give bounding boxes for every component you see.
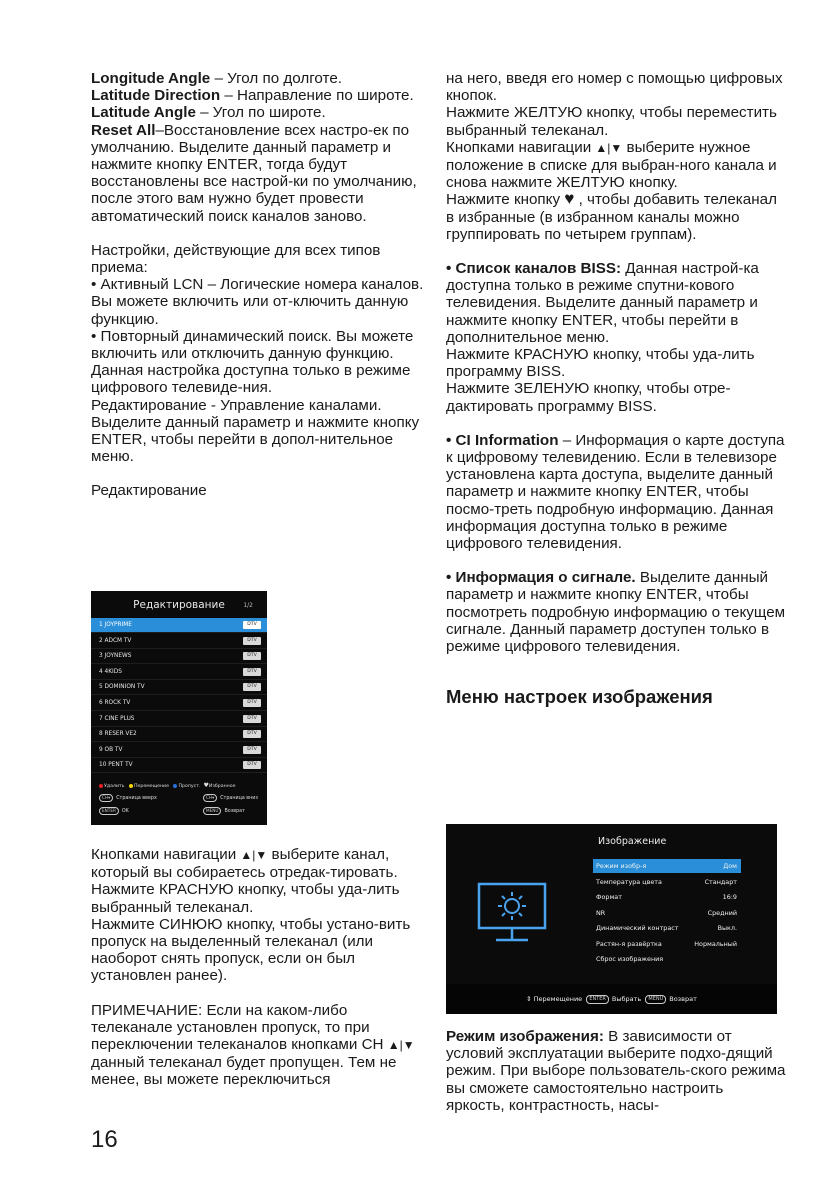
footer-move-label: Перемещение [533,995,583,1003]
paragraph-note [91,1002,431,1089]
picture-menu-item[interactable] [593,890,741,904]
term-reset-all: Reset All [91,121,156,139]
paragraph-dynamic-search: • Повторный динамический поиск. Вы можете включить или отключить данную функцию. Данная настройка доступна только в режиме цифрового телевиде-ния. [91,327,414,397]
legend-delete: Удалить [104,784,125,789]
dtv-badge: DTV [243,683,261,691]
picture-menu-item[interactable] [593,906,741,920]
channel-row[interactable] [91,758,267,773]
term-biss: • Список каналов BISS: [446,260,622,278]
paragraph-biss-red: Нажмите КРАСНУЮ кнопку, чтобы уда-лить программу BISS. [446,346,755,381]
enter-key-icon: ENTER [99,807,119,815]
left-column [91,70,431,500]
heart-icon: ♥ [203,782,209,789]
text-note-b: данный телеканал будет пропущен. Тем не менее, вы можете переключиться [91,1054,397,1089]
picture-menu-item-label: Динамический контраст [596,924,679,932]
channel-name: 7 CINE PLUS [99,715,135,722]
channel-name: 9 OB TV [99,746,123,753]
dtv-badge: DTV [243,761,261,769]
legend-favorite: Избранное [208,784,236,789]
picture-menu-screenshot [446,824,777,1014]
nav-arrows-icon: ▲|▼ [387,1038,415,1053]
paragraph-navigation [91,846,431,881]
picture-menu-item[interactable] [593,859,741,873]
term-ci-information: • CI Information [446,431,559,449]
hint-ok [99,807,129,815]
channel-name: 8 RESER VE2 [99,731,137,738]
monitor-sun-icon [476,880,548,946]
text-reset-all: –Восстановление всех настро-ек по умолчанию. Выделите данный параметр и нажмите кнопку ENTER, тогда будут восстановлены все настрой-ки по умолчанию, после этого вам нужно будет провести автоматический поиск каналов заново. [91,121,417,225]
dtv-badge: DTV [243,699,261,707]
picture-menu-footer [446,984,777,1014]
channel-name: 4 4KIDS [99,668,122,675]
channel-name: 5 DOMINION TV [99,684,145,691]
hint-page-up-label: Страница вверх [116,796,157,801]
menu-key-icon: MENU [645,995,666,1004]
text-note-a: ПРИМЕЧАНИЕ: Если на каком-либо телеканале установлен пропуск, то при переключении телеканалов кнопками CH [91,1001,388,1054]
editor-title: Редактирование [133,599,225,611]
picture-menu-item[interactable] [593,952,741,966]
ch-key-icon: CH▾ [203,794,217,802]
dtv-badge: DTV [243,668,261,676]
paragraph-lcn: • Активный LCN – Логические номера каналов. Вы можете включить или от-ключить данную функцию. [91,276,424,328]
term-picture-mode: Режим изображения: [446,1028,604,1045]
paragraph-biss [446,260,786,346]
paragraph-reposition [446,139,786,192]
nav-arrows-icon: ▲|▼ [595,140,623,155]
right-column [446,70,786,706]
hint-page-down [203,794,258,802]
channel-row[interactable] [91,665,267,680]
footer-back-label: Возврат [669,995,697,1003]
legend-move: Перемещение [134,784,169,789]
section-title-picture: Меню настроек изображения [446,686,713,708]
picture-menu-item[interactable] [593,937,741,951]
right-column-bottom [446,1028,786,1114]
channel-row[interactable] [91,649,267,664]
channel-name: 2 ADCM TV [99,637,132,644]
paragraph-ci-info [446,432,786,552]
picture-menu-item-value: Выкл. [717,924,737,932]
paragraph-blue-button: Нажмите СИНЮЮ кнопку, чтобы устано-вить пропуск на выделенный телеканал (или наоборот снять пропуск, если он был установлен ранее). [91,915,411,985]
footer-select-label: Выбрать [611,995,642,1003]
text-ci-information: – Информация о карте доступа к цифровому телевидению. Если в телевизоре установлена карта доступа, выделите данный параметр и нажмите кнопку ENTER, чтобы посмо-треть подробную информацию. Данная информация доступна только в режиме цифрового телевидения. [446,431,785,553]
blue-dot-icon [173,784,177,788]
paragraph-signal-info [446,569,786,655]
text-reposition-a: Кнопками навигации [446,138,596,156]
text-picture-mode: В зависимости от условий эксплуатации выберите подхо-дящий режим. При выборе пользователь-ского режима вы сможете самостоятельно настроить яркость, контрастность, насы- [446,1028,786,1114]
paragraph-yellow-button: Нажмите ЖЕЛТУЮ кнопку, чтобы переместить выбранный телеканал. [446,104,777,139]
hint-back [203,807,245,815]
picture-menu-item[interactable] [593,921,741,935]
dtv-badge: DTV [243,652,261,660]
term-latitude-angle: Latitude Angle [91,104,196,122]
picture-menu-item-label: Температура цвета [596,877,662,886]
term-longitude-angle: Longitude Angle [91,70,211,87]
yellow-dot-icon [129,784,133,788]
hint-page-down-label: Страница вниз [220,796,258,801]
ch-key-icon: CH▾ [99,794,113,802]
channel-row[interactable] [91,743,267,758]
menu-key-icon: MENU [203,807,221,815]
channel-row[interactable] [91,634,267,649]
text-favorite-b: , чтобы добавить телеканал в избранные (в избранном каналы можно группировать по четырем группам). [446,191,777,243]
picture-menu-item-value: Средний [707,908,737,917]
channel-row[interactable] [91,727,267,742]
text-favorite-a: Нажмите кнопку [446,191,565,209]
channel-row[interactable] [91,680,267,695]
text-longitude: – Угол по долготе. [210,70,342,87]
enter-key-icon: ENTER [586,995,609,1004]
red-dot-icon [99,784,103,788]
paragraph-angles [91,70,431,225]
term-latitude-direction: Latitude Direction [91,87,221,105]
text-nav-a: Кнопками навигации [91,846,241,863]
paragraph-digit-buttons: на него, введя его номер с помощью цифровых кнопок. [446,70,783,105]
paragraph-red-button: Нажмите КРАСНУЮ кнопку, чтобы уда-лить выбранный телеканал. [91,881,400,916]
page-number: 16 [91,1126,118,1153]
text-biss: Данная настрой-ка доступна только в режиме спутни-кового телевидения. Выделите данный параметр и нажмите кнопку ENTER, чтобы перейти в дополнительное меню. [446,260,759,346]
text-signal-info: Выделите данный параметр и нажмите кнопку ENTER, чтобы посмотреть подробную информацию о текущем сигнале. Данный параметр доступен только в режиме цифрового телевидения. [446,569,786,656]
picture-menu-item-label: Растян-я развёртка [596,939,662,948]
left-column-bottom [91,846,431,1089]
navigate-icon: ⇕ [526,995,532,1003]
picture-menu-item[interactable] [593,875,741,889]
channel-name: 6 ROCK TV [99,700,131,706]
dtv-badge: DTV [243,715,261,723]
channel-row[interactable] [91,618,267,633]
picture-menu-item-label: Сброс изображения [596,955,664,963]
editor-page-indicator: 1/2 [243,602,253,609]
picture-menu-item-label: Режим изобр-я [596,862,647,870]
dtv-badge: DTV [243,730,261,738]
nav-arrows-icon: ▲|▼ [240,848,268,862]
picture-menu-item-value: Стандарт [704,877,737,886]
paragraph-picture-mode [446,1028,786,1114]
picture-menu-item-value: 16:9 [722,893,737,901]
text-reposition-b: выберите нужное положение в списке для выбран-ного канала и снова нажмите ЖЕЛТУЮ кнопку. [446,138,777,192]
picture-menu-title: Изображение [598,836,667,847]
legend-skip: Пропуст. [178,784,201,789]
term-signal-info: • Информация о сигнале. [446,569,636,587]
paragraph-all-types: Настройки, действующие для всех типов приема: [91,241,381,277]
dtv-badge: DTV [243,637,261,645]
picture-menu-item-value: Дом [723,862,737,870]
heart-icon: ♥ [564,189,575,209]
editor-legend [99,782,235,789]
channel-name: 1 JOYPRIME [99,622,132,628]
channel-row[interactable] [91,696,267,711]
hint-back-label: Возврат [224,809,245,814]
dtv-badge: DTV [243,621,261,629]
subheading-editing: Редактирование [91,482,207,500]
paragraph-editing: Редактирование - Управление каналами. Выделите данный параметр и нажмите кнопку ENTER, чтобы перейти в допол-нительное меню. [91,396,420,466]
picture-menu-item-label: Формат [596,893,622,901]
picture-menu-item-value: Нормальный [694,939,737,948]
hint-ok-label: OK [121,809,129,814]
paragraph-biss-green: Нажмите ЗЕЛЕНУЮ кнопку, чтобы отре-дактировать программу BISS. [446,380,731,415]
text-latitude-direction: – Направление по широте. [220,87,414,105]
paragraph-favorite [446,191,786,243]
picture-menu-item-label: NR [596,908,606,917]
text-latitude-angle: – Угол по широте. [195,104,326,122]
channel-name: 10 PENT TV [99,762,133,769]
channel-name: 3 JOYNEWS [99,653,132,660]
hint-page-up [99,794,157,802]
text-nav-b: выберите канал, который вы собираетесь отредак-тировать. [91,846,398,882]
channel-row[interactable] [91,712,267,727]
channel-editor-screenshot [91,591,267,825]
dtv-badge: DTV [243,746,261,754]
